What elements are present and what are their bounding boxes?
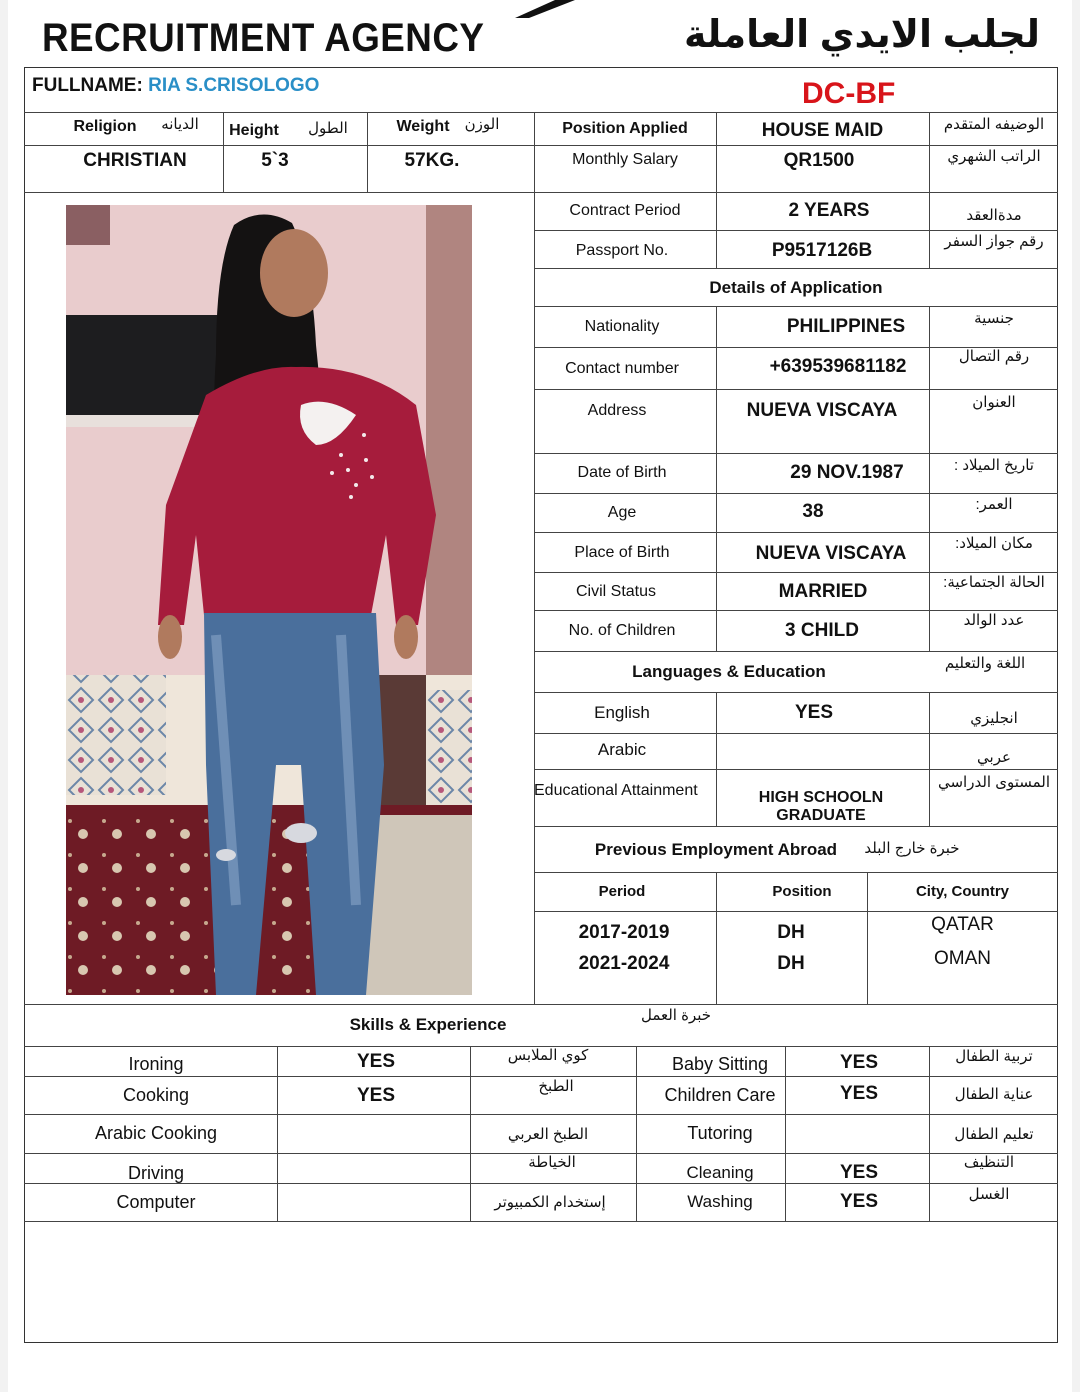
pob-label: Place of Birth bbox=[574, 543, 670, 561]
skill-value bbox=[785, 1118, 933, 1148]
period-header: Period bbox=[598, 883, 646, 901]
weight-label: Weight bbox=[396, 117, 450, 135]
english-label: English bbox=[594, 703, 650, 723]
skill-label: Washing bbox=[687, 1192, 753, 1212]
salary-value: QR1500 bbox=[783, 150, 855, 172]
skill-label-arabic: عناية الطفال bbox=[954, 1086, 1034, 1104]
religion-value: CHRISTIAN bbox=[83, 150, 187, 172]
english-label-arabic: انجليزي bbox=[970, 710, 1018, 728]
arabic-label-arabic: عربي bbox=[977, 749, 1011, 767]
skill-label: Children Care bbox=[664, 1084, 776, 1105]
skill-label: Baby Sitting bbox=[671, 1053, 769, 1074]
fullname-value: RIA S.CRISOLOGO bbox=[148, 75, 320, 96]
contact-label-arabic: رقم التصال bbox=[958, 348, 1030, 366]
pob-label-arabic: مكان الميلاد: bbox=[955, 535, 1033, 553]
contract-label-arabic: مدةالعقد bbox=[966, 207, 1022, 225]
children-value: 3 CHILD bbox=[785, 620, 859, 642]
position-value: HOUSE MAID bbox=[761, 120, 884, 142]
education-value: HIGH SCHOOLN GRADUATE bbox=[758, 788, 884, 824]
address-value: NUEVA VISCAYA bbox=[746, 400, 898, 422]
skill-value bbox=[278, 1118, 474, 1148]
nationality-label: Nationality bbox=[584, 317, 660, 335]
contract-value: 2 YEARS bbox=[788, 200, 870, 222]
skill-value bbox=[278, 1187, 474, 1217]
skill-label-arabic: تعليم الطفال bbox=[954, 1126, 1034, 1144]
height-label-arabic: الطول bbox=[308, 120, 348, 138]
contact-label: Contact number bbox=[565, 359, 679, 377]
arabic-value bbox=[716, 734, 928, 766]
languages-heading: Languages & Education bbox=[632, 662, 826, 682]
children-label-arabic: عدد الوالد bbox=[963, 612, 1025, 630]
employment-period: 2017-2019 bbox=[578, 922, 670, 944]
religion-label: Religion bbox=[73, 117, 137, 135]
skill-value: YES bbox=[839, 1052, 879, 1074]
applicant-code: DC-BF bbox=[802, 77, 896, 110]
languages-heading-arabic: اللغة والتعليم bbox=[944, 655, 1026, 673]
civil-status-label: Civil Status bbox=[575, 582, 657, 600]
position-header: Position bbox=[772, 883, 832, 901]
skill-label-arabic: التنظيف bbox=[963, 1154, 1015, 1172]
civil-status-value: MARRIED bbox=[778, 581, 868, 603]
age-label-arabic: العمر: bbox=[975, 496, 1013, 514]
fullname-label: FULLNAME: bbox=[32, 75, 143, 96]
weight-label-arabic: الوزن bbox=[464, 116, 500, 134]
height-value: 5`3 bbox=[261, 150, 289, 172]
skill-label: Cooking bbox=[122, 1084, 190, 1105]
employment-country: OMAN bbox=[934, 948, 991, 970]
civil-status-label-arabic: الحالة الجتماعية: bbox=[943, 574, 1045, 592]
education-label-arabic: المستوى الدراسي bbox=[937, 774, 1051, 792]
address-label-arabic: العنوان bbox=[972, 394, 1016, 412]
employment-heading: Previous Employment Abroad bbox=[594, 840, 838, 860]
agency-title: RECRUITMENT AGENCY bbox=[42, 16, 485, 60]
skill-value: YES bbox=[839, 1162, 879, 1184]
skill-label-arabic: تربية الطفال bbox=[955, 1048, 1033, 1066]
position-label-arabic: الوضيفه المتقدم bbox=[943, 116, 1045, 134]
pob-value: NUEVA VISCAYA bbox=[755, 543, 907, 565]
skills-heading: Skills & Experience bbox=[349, 1015, 507, 1035]
skill-label-arabic: إستخدام الكمبيوتر bbox=[494, 1194, 606, 1212]
address-label: Address bbox=[587, 401, 647, 419]
skill-label-arabic: كوي الملابس bbox=[507, 1047, 589, 1065]
skill-value: YES bbox=[839, 1083, 879, 1105]
age-value: 38 bbox=[802, 501, 824, 523]
skill-label: Driving bbox=[127, 1162, 184, 1183]
passport-label: Passport No. bbox=[575, 241, 669, 259]
employment-heading-arabic: خبرة خارج البلد bbox=[864, 840, 960, 858]
application-heading: Details of Application bbox=[709, 278, 883, 298]
skill-label-arabic: الخياطة bbox=[528, 1154, 576, 1172]
education-label: Educational Attainment bbox=[534, 781, 698, 799]
age-label: Age bbox=[607, 503, 637, 521]
skill-label-arabic: الطبخ bbox=[538, 1078, 574, 1096]
skill-label: Computer bbox=[116, 1191, 196, 1212]
contact-value: +639539681182 bbox=[769, 356, 907, 378]
height-label: Height bbox=[229, 121, 279, 139]
skills-heading-arabic: خبرة العمل bbox=[640, 1007, 712, 1025]
english-value: YES bbox=[794, 702, 834, 724]
weight-value: 57KG. bbox=[404, 150, 460, 172]
contract-label: Contract Period bbox=[569, 201, 681, 219]
passport-value: P9517126B bbox=[771, 240, 873, 262]
skill-label: Tutoring bbox=[687, 1122, 753, 1143]
skill-value: YES bbox=[356, 1085, 396, 1107]
employment-period: 2021-2024 bbox=[578, 953, 670, 975]
skill-label-arabic: الطبخ العربي bbox=[507, 1126, 589, 1144]
employment-position: DH bbox=[777, 953, 805, 975]
agency-title-arabic: لجلب الايدي العاملة bbox=[684, 14, 1040, 56]
skill-label: Ironing bbox=[128, 1053, 184, 1074]
nationality-label-arabic: جنسية bbox=[974, 310, 1014, 328]
skill-label: Cleaning bbox=[686, 1163, 754, 1183]
skill-value bbox=[278, 1155, 474, 1181]
corner-decoration bbox=[515, 0, 575, 18]
dob-label: Date of Birth bbox=[577, 463, 667, 481]
skill-value: YES bbox=[839, 1191, 879, 1213]
skill-label-arabic: الغسل bbox=[968, 1186, 1010, 1204]
skill-label: Arabic Cooking bbox=[94, 1122, 218, 1143]
dob-label-arabic: تاريخ الميلاد : bbox=[954, 457, 1034, 475]
country-header: City, Country bbox=[915, 883, 1010, 901]
religion-label-arabic: الديانه bbox=[161, 116, 199, 134]
dob-value: 29 NOV.1987 bbox=[790, 462, 904, 484]
skill-value: YES bbox=[356, 1051, 396, 1073]
applicant-photo bbox=[66, 205, 472, 995]
employment-position: DH bbox=[777, 922, 805, 944]
position-label: Position Applied bbox=[562, 119, 688, 137]
passport-label-arabic: رقم جواز السفر bbox=[944, 233, 1044, 251]
employment-country: QATAR bbox=[931, 914, 994, 936]
fullname-row bbox=[32, 75, 319, 97]
salary-label: Monthly Salary bbox=[572, 150, 678, 168]
nationality-value: PHILIPPINES bbox=[786, 316, 906, 338]
arabic-label: Arabic bbox=[597, 740, 647, 760]
salary-label-arabic: الراتب الشهري bbox=[947, 148, 1041, 166]
children-label: No. of Children bbox=[568, 621, 676, 639]
